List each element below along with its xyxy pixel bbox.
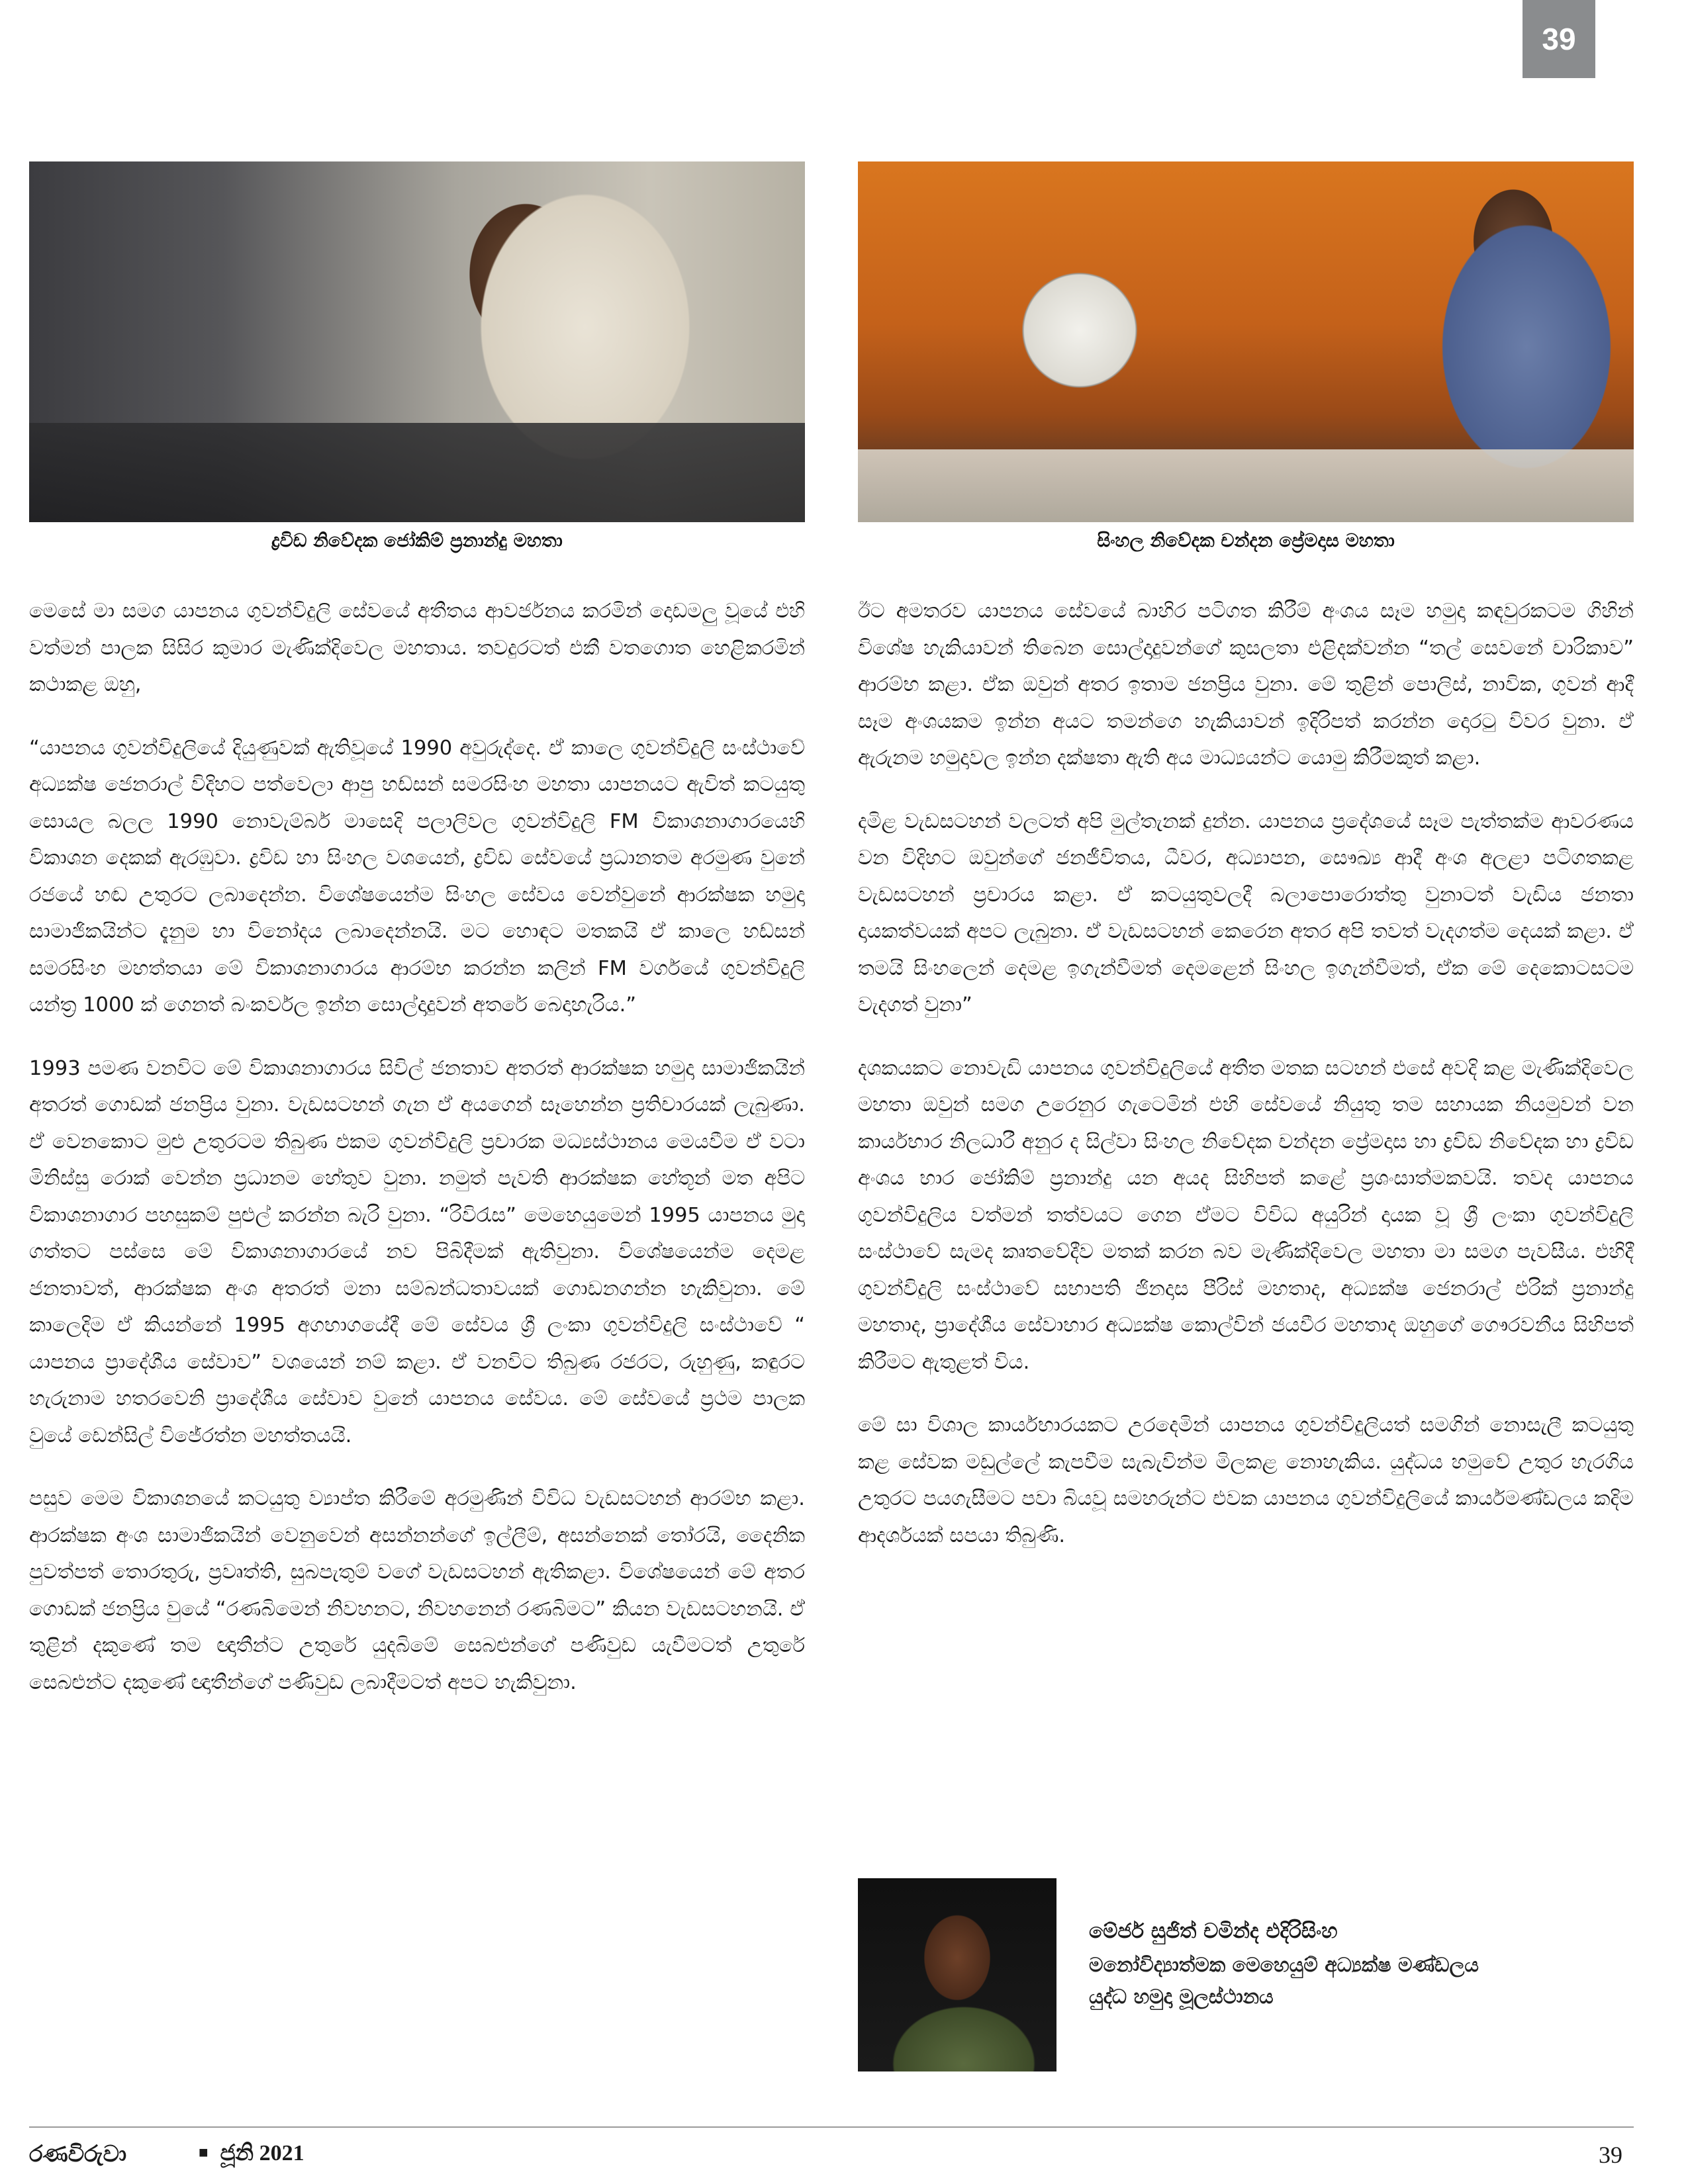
author-unit: යුද්ධ හමුදා මූලස්ථානය bbox=[1089, 1985, 1274, 2009]
author-name: මේජර් සුජිත් චමින්ද එදිරිසිංහ bbox=[1089, 1919, 1338, 1943]
paragraph: “යාපනය ගුවන්විදුලියේ දියුණුවක් ඇතිවූයේ 1990 අවුරුද්දෙ. ඒ කාලෙ ගුවන්විදුලි සංස්ථාවේ අධ්‍යක්ෂ ජෙනරාල් විදිහට පත්වෙලා ආපු හඩ්සන් සමරසිංහ මහතා යාපනයට ඇවිත් කටයුතු සොයල බලල 1990 නොවැම්බර් මාසෙදි පලාලිවල ගුවන්විදුලි FM විකාශනාගාරයෙහි විකාශන දෙකක් ඇරඹුවා. ද්‍රවිඩ හා සිංහල වශයෙන්, ද්‍රවිඩ සේවයේ ප්‍රධානතම අරමුණ වුනේ රජයේ හඬ උතුරට ලබාදෙන්න. විශේෂයෙන්ම සිංහල සේවය වෙන්වුනේ ආරක්ෂක හමුදා සාමාජිකයින්ට දැනුම හා විනෝදය ලබාදෙන්නයි. මට හොඳට මතකයි ඒ කාලෙ හඩ්සන් සමරසිංහ මහත්තයා මේ විකාශනාගාරය ආරම්භ කරන්න කලින් FM වර්ගයේ ගුවන්විදුලි යන්ත්‍ර 1000 ක් ගෙනත් බංකර්වල ඉන්න සොල්දාදුවන් අතරේ බෙදාහැරිය.” bbox=[29, 736, 805, 1017]
photo-tamil-announcer bbox=[29, 161, 805, 522]
paragraph: දමිළ වැඩසටහන් වලටත් අපි මුල්තැනක් දුන්න. යාපනය ප්‍රදේශයේ සෑම පැත්තක්ම ආවරණය වන විදිහට ඔවුන්ගේ ජනජීවිතය, ධීවර, අධ්‍යාපන, සෞඛ්‍ය ආදී අංශ අලළා පටිගතකළ වැඩසටහන් ප්‍රචාරය කළා. ඒ කටයුතුවලදී බලාපොරොත්තු වුනාටත් වැඩිය ජනතා දායකත්වයක් අපට ලැබුනා. ඒ වැඩසටහන් කෙරෙන අතර අපි තවත් වැදගත්ම දෙයක් කළා. ඒ තමයි සිංහලෙන් දෙමළ ඉගැන්වීමත් දෙමළෙන් සිංහල ඉගැන්වීමත්, ඒක මේ දෙකොටසටම වැදගත් වුනා” bbox=[858, 809, 1634, 1017]
page-number-badge: 39 bbox=[1523, 0, 1595, 78]
photo-caption-left: ද්‍රවිඩ නිවේදක ජෝකිම් ප්‍රනාන්දු මහතා bbox=[271, 529, 563, 551]
author-role: මනෝවිද්‍යාත්මක මෙහෙයුම් අධ්‍යක්ෂ මණ්ඩලය bbox=[1089, 1954, 1479, 1977]
footer-divider bbox=[29, 2126, 1634, 2128]
paragraph: පසුව මෙම විකාශනයේ කටයුතු ව්‍යාප්ත කිරීමේ අරමුණින් විවිධ වැඩසටහන් ආරම්භ කළා. ආරක්ෂක අංශ සාමාජිකයින් වෙනුවෙන් අසන්නන්ගේ ඉල්ලීම්, අසන්නෙක් තෝරයි, දෛනික පුවත්පත් තොරතුරු, ප්‍රවෘත්ති, සුබපැතුම් වගේ වැඩසටහන් ඇතිකළා. විශේෂයෙන් මේ අතර ගොඩක් ජනප්‍රිය වුයේ “රණබිමෙන් නිවහනට, නිවහනෙන් රණබිමට” කියන වැඩසටහනයි. ඒ තුළින් දකුණේ තම ඥාතීන්ට උතුරේ යුදබිමේ සෙබළුන්ගේ පණිවුඩ යැවීමටත් උතුරේ සෙබළුන්ට දකුණේ ඥාතීන්ගේ පණිවුඩ ලබාදීමටත් අපට හැකිවුනා. bbox=[29, 1487, 805, 1694]
paragraph: ඊට අමතරව යාපනය සේවයේ බාහිර පටිගත කිරීම් අංශය සෑම හමුදා කඳවුරකටම ගිහින් විශේෂ හැකියාවන් තිබෙන සොල්දාදුවන්ගේ කුසලතා එළිදක්වන්න “තල් සෙවනේ චාරිකාව” ආරම්භ කළා. ඒක ඔවුන් අතර ඉතාම ජනප්‍රිය වුනා. මේ තුළින් පොලිස්, නාවික, ගුවන් ආදී සෑම අංශයකම ඉන්න අයට තමන්ගෙ හැකියාවන් ඉදිරිපත් කරන්න දොරටු විවර වුනා. ඒ ඇරුනම හමුදාවල ඉන්න දක්ෂතා ඇති අය මාධ්‍යයන්ට යොමු කිරීමකුත් කළා. bbox=[858, 600, 1634, 770]
author-photo bbox=[858, 1878, 1056, 2071]
paragraph: 1993 පමණ වනවිට මේ විකාශනාගාරය සිවිල් ජනතාව අතරත් ආරක්ෂක හමුදා සාමාජිකයින් අතරත් ගොඩක් ජනප්‍රිය වුනා. වැඩසටහන් ගැන ඒ අයගෙන් සෑහෙන්න ප්‍රතිචාරයක් ලැබුණා. ඒ වෙනකොට මුළු උතුරටම තිබුණ එකම ගුවන්විදුලි ප්‍රචාරක මධ්‍යස්ථානය මෙයවීම ඒ වටා මිනිස්සු රොක් වෙන්න ප්‍රධානම හේතුව වුනා. නමුත් පැවති ආරක්ෂක හේතූන් මත අපිට විකාශනාගාර පහසුකම් පුළුල් කරන්න බැරි වුනා. “රිවිරැස” මෙහෙයුමෙන් 1995 යාපනය මුදා ගත්තට පස්සෙ මේ විකාශනාගාරයේ නව පිබිදීමක් ඇතිවුනා. විශේෂයෙන්ම දෙමළ ජනතාවත්, ආරක්ෂක අංශ අතරත් මනා සම්බන්ධතාවයක් ගොඩනගන්න හැකිවුනා. මේ කාලෙදිම ඒ කියන්නේ 1995 අගභාගයේදී මේ සේවය ශ්‍රී ලංකා ගුවන්විදුලි සංස්ථාවේ “ යාපනය ප්‍රාදේශීය සේවාව” වශයෙන් නම් කළා. ඒ වනවිට තිබුණ රජරට, රුහුණු, කඳුරට හැරුනාම හතරවෙනි ප්‍රාදේශීය සේවාව වුනේ යාපනය සේවය. මේ සේවයේ ප්‍රථම පාලක වුයේ ඩෙන්සිල් විජේරත්න මහත්තයයි. bbox=[29, 1056, 805, 1447]
right-column bbox=[858, 593, 1634, 1580]
footer-date: ■ ජූනි 2021 bbox=[199, 2141, 305, 2166]
photo-caption-right: සිංහල නිවේදක චන්දන ප්‍රේමදාස මහතා bbox=[1097, 529, 1395, 551]
footer-page-number: 39 bbox=[1599, 2142, 1622, 2168]
paragraph: දශකයකට නොවැඩි යාපනය ගුවන්විදුලියේ අතීත මතක සටහන් එසේ අවදි කළ මැණික්දිවෙල මහතා ඔවුන් සමග උරෙනුර ගැටෙමින් එහි සේවයේ නියුතු තම සහායක නියමුවන් වන කාර්යභාර නිලධාරී අනුර ද සිල්වා සිංහල නිවේදක චන්දන ප්‍රේමදාස හා ද්‍රවිඩ නිවේදක හා ද්‍රවිඩ අංශය භාර ජෝකිම් ප්‍රනාන්දු යන අයද සිහිපත් කළේ ප්‍රශංසාත්මකවයි. තවද යාපනය ගුවන්විදුලිය වත්මන් තත්වයට ගෙන ඒමට විවිධ අයුරින් දායක වූ ශ්‍රී ලංකා ගුවන්විදුලි සංස්ථාවේ සැමද කෘතවේදීව මතක් කරන බව මැණික්දිවෙල මහතා මා සමග පැවසීය. එහිදී ගුවන්විදුලි සංස්ථාවේ සභාපති ජිනදාස පීරිස් මහතාද, අධ්‍යක්ෂ ජෙනරාල් එරික් ප්‍රනාන්දු මහතාද, ප්‍රාදේශීය සේවාභාර අධ්‍යක්ෂ කොල්වින් ජයවීර මහතාද ඔහුගේ ගෞරවනීය සිහිපත් කිරීමට ඇතුළත් විය. bbox=[858, 1056, 1634, 1374]
paragraph: මෙසේ මා සමග යාපනය ගුවන්විදුලි සේවයේ අතීතය ආවර්ජනය කරමින් දොඩමලු වූයේ එහි වත්මන් පාලක සිසිර කුමාර මැණික්දිවෙල මහතාය. තවදුරටත් එකී වතගොත හෙළිකරමින් කථාකළ ඔහු, bbox=[29, 600, 805, 696]
left-column bbox=[29, 593, 805, 1727]
footer-magazine-name: රණවිරුවා bbox=[29, 2141, 127, 2167]
paragraph: මේ සා විශාල කාර්යභාරයකට උරදෙමින් යාපනය ගුවන්විදුලියත් සමගින් නොසැලී කටයුතු කළ සේවක මඩුල්ලේ කැපවීම සැබැවින්ම මිලකළ නොහැකිය. යුද්ධය හමුවේ උතුර හැරගිය උතුරට පයගැසීමට පවා බියවූ සමහරුන්ට එවක යාපනය ගුවන්විදුලියේ කාර්යමණ්ඩලය කදිම ආදර්ශයක් සපයා තිබුණි. bbox=[858, 1414, 1634, 1547]
photo-sinhala-announcer bbox=[858, 161, 1634, 522]
